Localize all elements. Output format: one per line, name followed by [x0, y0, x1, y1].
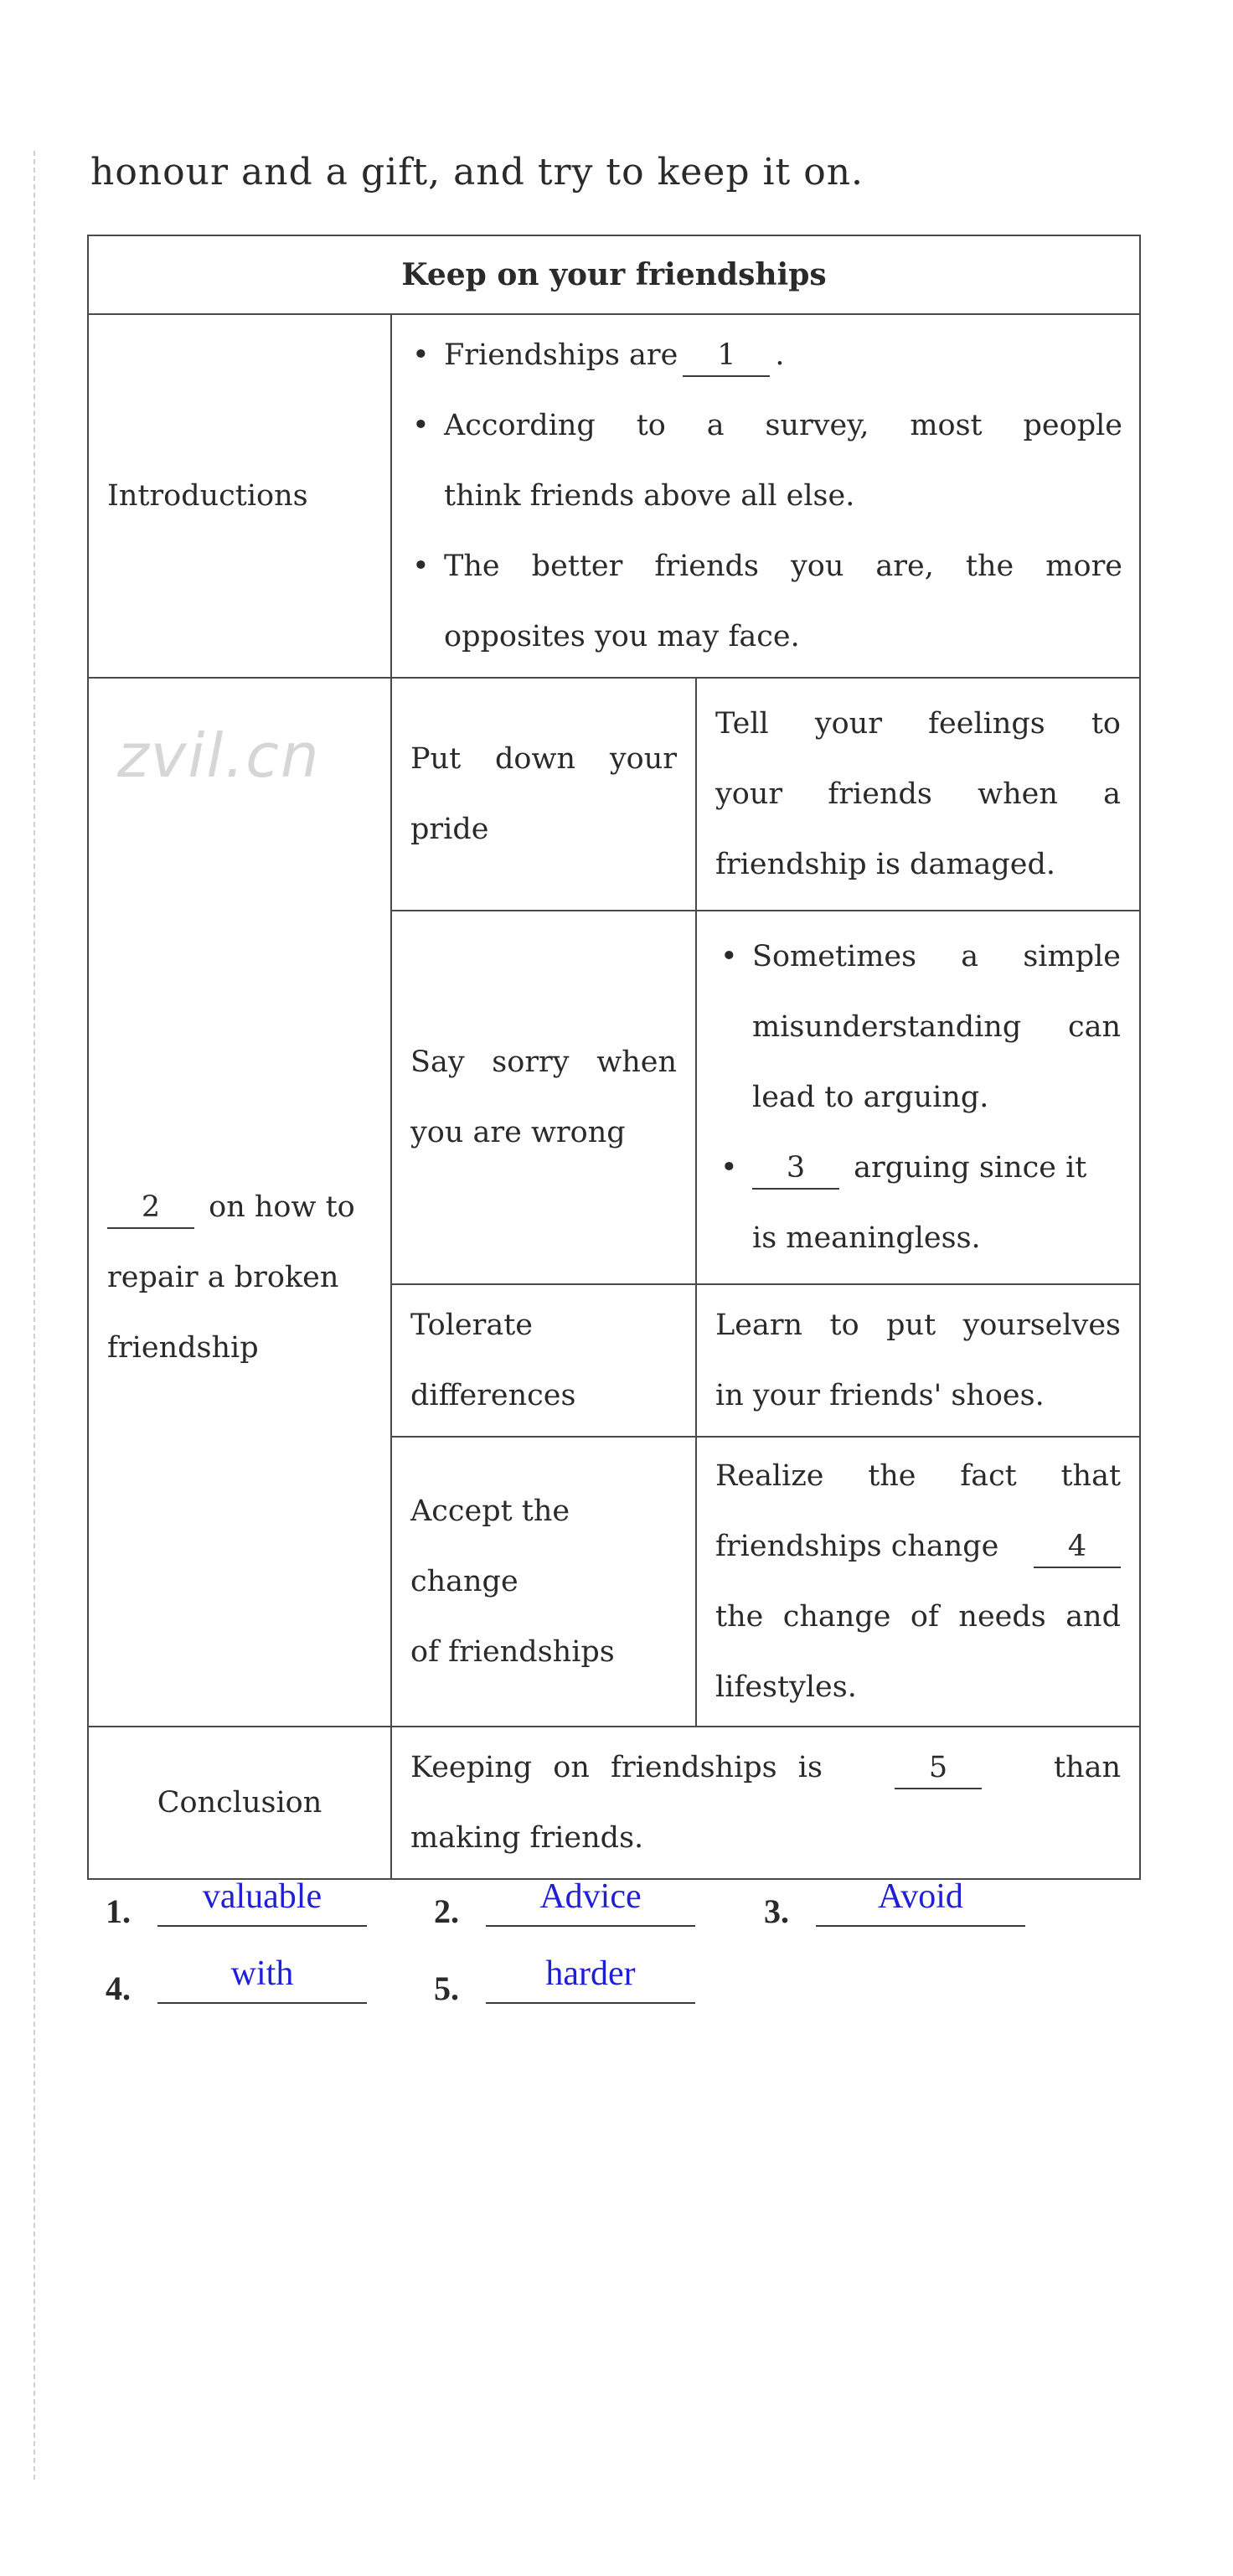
blank-1: 1	[683, 335, 770, 377]
advice-row-2-left: Say sorry when you are wrong	[391, 911, 696, 1284]
intro-text: honour and a gift, and try to keep it on.	[90, 151, 864, 194]
answer-row-2: 4. with 5. harder	[106, 1950, 1111, 2027]
answer-3-text: Avoid	[816, 1873, 1025, 1927]
conclusion-label: Conclusion	[88, 1727, 391, 1879]
intro-bullet-3: • The better friends you are, the more opposites you may face.	[407, 531, 1122, 672]
advice-row-2-right	[696, 911, 1140, 1284]
advice-row-3-left: Tolerate differences	[391, 1284, 696, 1437]
advice-bullet-1: • Sometimes a simple misunderstanding can lead to arguing.	[715, 921, 1121, 1133]
bullet-icon: •	[412, 409, 430, 442]
friendship-table	[87, 235, 1141, 1880]
answer-4-text: with	[157, 1950, 367, 2004]
answer-1-text: valuable	[157, 1873, 367, 1927]
advice-label: 2 on how to repair a broken friendship	[88, 678, 391, 1727]
blank-5: 5	[895, 1747, 982, 1789]
intro-bullet-1: • Friendships are 1 .	[407, 320, 1122, 390]
answer-2-text: Advice	[486, 1873, 695, 1927]
advice-row-4-left: Accept the change of friendships	[391, 1437, 696, 1727]
advice-row-1-right: Tell your feelings to your friends when a friendship is damaged.	[696, 678, 1140, 911]
advice-row-1-left: Put down your pride	[391, 678, 696, 911]
introductions-content	[391, 314, 1140, 678]
bullet-icon: •	[720, 1151, 738, 1185]
table-title: Keep on your friendships	[88, 235, 1140, 314]
blank-4: 4	[1034, 1526, 1121, 1568]
bullet-icon: •	[720, 940, 738, 973]
introductions-label: Introductions	[88, 314, 391, 678]
bullet-icon: •	[412, 338, 430, 372]
blank-2: 2	[107, 1187, 194, 1229]
intro-bullet-2: • According to a survey, most people think friends above all else.	[407, 390, 1122, 531]
margin-dashed-line	[34, 151, 35, 2480]
advice-bullet-2: • 3 arguing since it is meaningless.	[715, 1133, 1121, 1273]
watermark: zvil.cn	[117, 720, 321, 791]
answer-5-text: harder	[486, 1950, 695, 2004]
answer-key	[106, 1873, 1111, 2027]
blank-3: 3	[752, 1148, 839, 1190]
conclusion-content: Keeping on friendships is 5 than making friends.	[391, 1727, 1140, 1879]
advice-row-3-right: Learn to put yourselves in your friends' shoes.	[696, 1284, 1140, 1437]
bullet-icon: •	[412, 550, 430, 583]
answer-row-1: 1. valuable 2. Advice 3. Avoid	[106, 1873, 1111, 1950]
advice-row-4-right: Realize the fact that friendships change 4 the change of needs and lifestyles.	[696, 1437, 1140, 1727]
